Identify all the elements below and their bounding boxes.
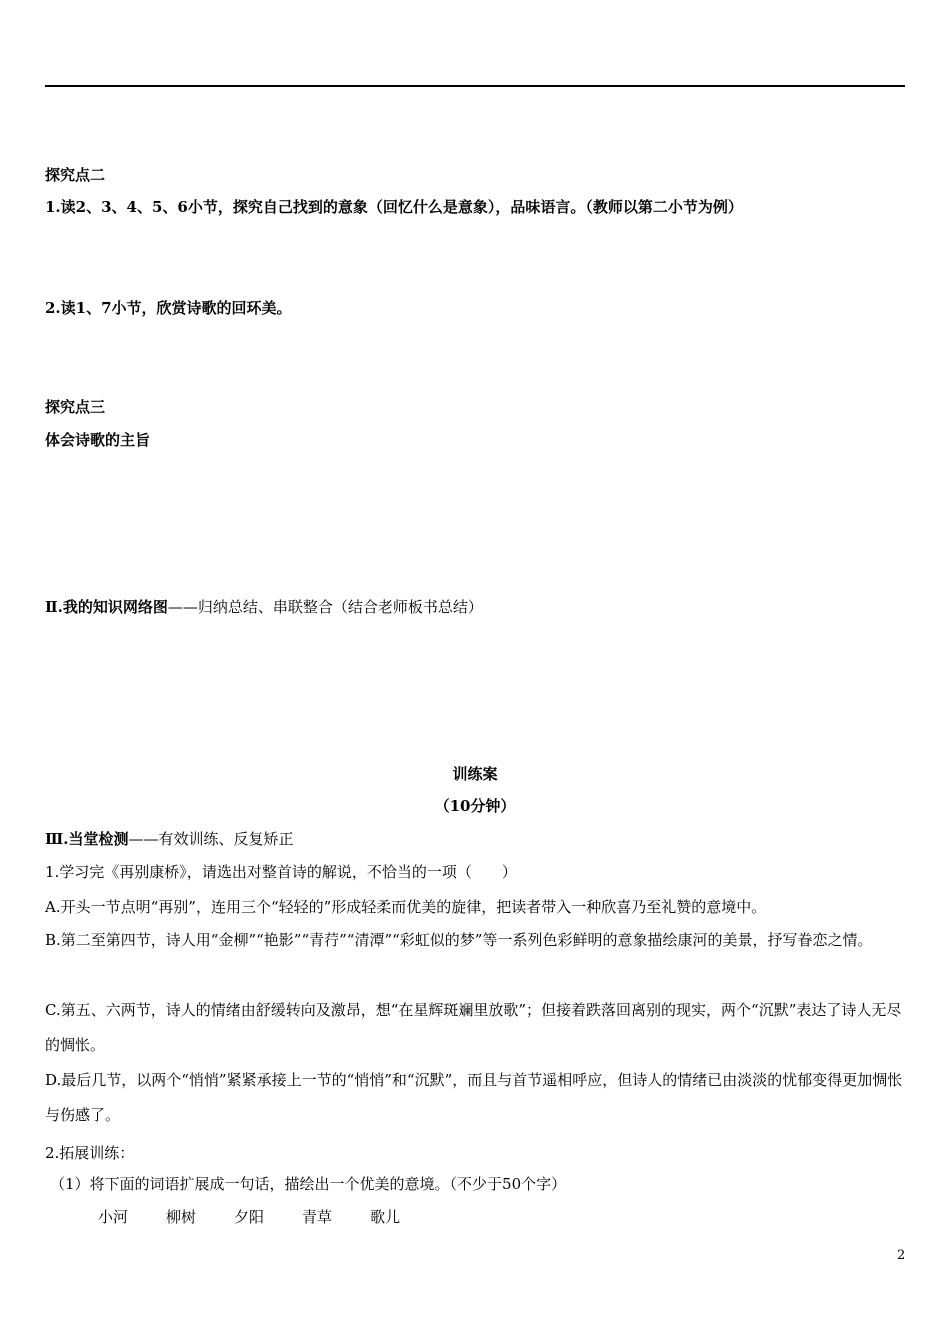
- word-item: 青草: [302, 1208, 333, 1226]
- word-item: 小河: [98, 1208, 129, 1226]
- section3-item1: 体会诗歌的主旨: [45, 431, 151, 449]
- section2-item1: 1.读2、3、4、5、6小节，探究自己找到的意象（回忆什么是意象），品味语言。（教师以第二小节为例）: [45, 198, 743, 216]
- option-a: A.开头一节点明“再别”，连用三个“轻轻的”形成轻柔而优美的旋律，把读者带入一种欣喜乃至礼赞的意境中。: [45, 898, 767, 916]
- knowledge-map-label: Ⅱ.我的知识网络图: [45, 598, 168, 616]
- header-rule: [45, 85, 905, 87]
- training-time: （10分钟）: [434, 797, 516, 815]
- option-b: B.第二至第四节，诗人用“金柳”“艳影”“青荇”“清潭”“彩虹似的梦”等一系列色彩鲜明的意象描绘康河的美景，抒写眷恋之情。: [45, 931, 873, 949]
- section2-item2: 2.读1、7小节，欣赏诗歌的回环美。: [45, 299, 292, 317]
- knowledge-map-line: [45, 597, 483, 617]
- page-number: 2: [897, 1248, 906, 1263]
- option-d: D.最后几节，以两个“悄悄”紧紧承接上一节的“悄悄”和“沉默”，而且与首节遥相呼应，但诗人的情绪已由淡淡的忧郁变得更加惆怅与伤感了。: [45, 1071, 903, 1124]
- option-c: C.第五、六两节，诗人的情绪由舒缓转向及激昂，想“在星辉斑斓里放歌”；但接着跌落回离别的现实，两个“沉默”表达了诗人无尽的惆怅。: [45, 1001, 902, 1054]
- section3-heading: 探究点三: [45, 398, 106, 416]
- word-item: 夕阳: [234, 1208, 265, 1226]
- check-rest: ——有效训练、反复矫正: [128, 830, 294, 848]
- knowledge-map-rest: ——归纳总结、串联整合（结合老师板书总结）: [167, 598, 483, 616]
- question-2: 2.拓展训练：: [45, 1144, 135, 1162]
- check-label: Ⅲ.当堂检测: [45, 830, 129, 848]
- word-list: [98, 1207, 400, 1227]
- question-2-1: （1）将下面的词语扩展成一句话，描绘出一个优美的意境。（不少于50个字）: [50, 1175, 567, 1193]
- training-title: 训练案: [452, 765, 498, 783]
- section2-heading: 探究点二: [45, 166, 106, 184]
- question-1: 1.学习完《再别康桥》，请选出对整首诗的解说，不恰当的一项（ ）: [45, 863, 517, 881]
- check-line: [45, 829, 294, 849]
- word-item: 柳树: [166, 1208, 197, 1226]
- word-item: 歌儿: [370, 1208, 401, 1226]
